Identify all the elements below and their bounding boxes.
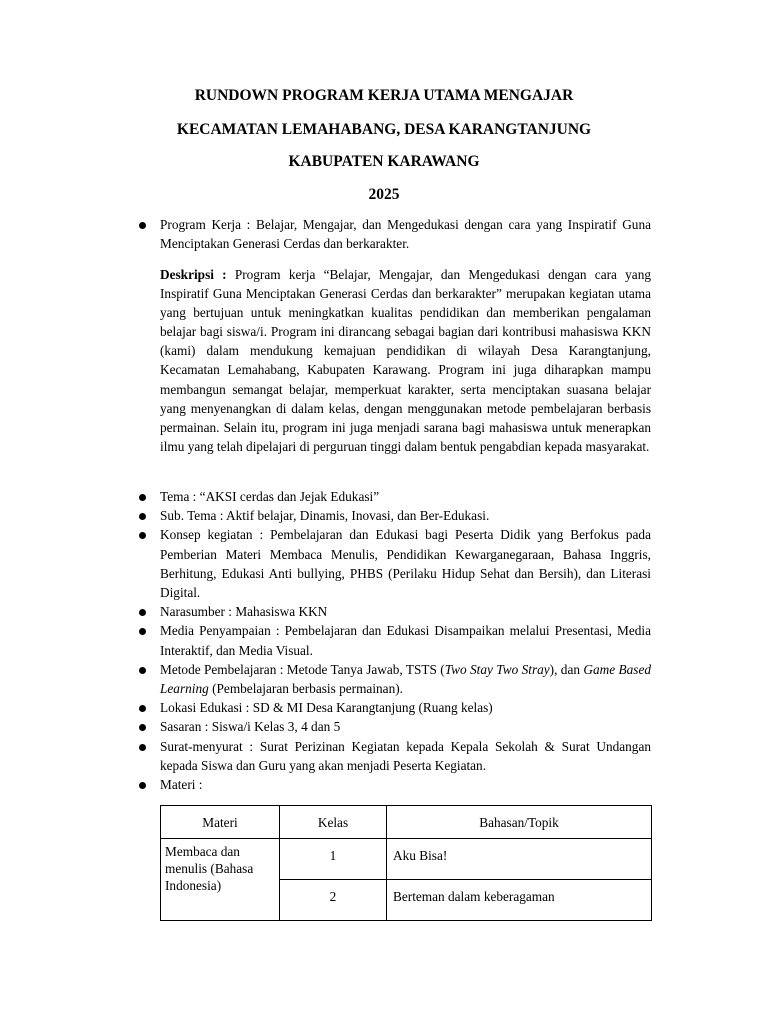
- list-item-konsep: [139, 525, 651, 602]
- bullet-icon: [139, 494, 146, 501]
- list-item-media: [139, 621, 651, 659]
- metode-suffix: (Pembelajaran berbasis permainan).: [208, 681, 403, 697]
- header-materi: Materi: [161, 806, 280, 839]
- bullet-icon: [139, 744, 146, 751]
- list-item-surat: [139, 737, 651, 775]
- title-year: 2025: [368, 186, 400, 203]
- title-line-1: RUNDOWN PROGRAM KERJA UTAMA MENGAJAR: [194, 87, 574, 104]
- metode-gbl: Game Based Learning: [160, 661, 651, 697]
- list-item-lokasi: [139, 698, 651, 717]
- sasaran-text: Sasaran : Siswa/i Kelas 3, 4 dan 5: [160, 719, 341, 735]
- deskripsi-label: Deskripsi :: [160, 267, 227, 282]
- narasumber-text: Narasumber : Mahasiswa KKN: [160, 604, 328, 620]
- bullet-icon: [139, 705, 146, 712]
- program-kerja-text: Program Kerja : Belajar, Mengajar, dan Mengedukasi dengan cara yang Inspiratif Guna Menciptakan Generasi Cerdas dan berkarakter.: [160, 217, 651, 251]
- title-line-3: KABUPATEN KARAWANG: [288, 153, 480, 170]
- bullet-icon: [139, 222, 146, 229]
- table-row: [161, 839, 652, 880]
- sub-tema-text: Sub. Tema : Aktif belajar, Dinamis, Inovasi, dan Ber-Edukasi.: [160, 508, 490, 524]
- title-line-2: KECAMATAN LEMAHABANG, DESA KARANGTANJUNG: [176, 121, 592, 138]
- bullet-icon: [139, 782, 146, 789]
- media-text: Media Penyampaian : Pembelajaran dan Edukasi Disampaikan melalui Presentasi, Media Interaktif, dan Media Visual.: [160, 623, 651, 658]
- list-item-sasaran: [139, 717, 651, 736]
- detail-list: [139, 487, 651, 794]
- bullet-icon: [139, 532, 146, 539]
- list-item-sub-tema: [139, 506, 651, 525]
- list-item-program-kerja: [139, 215, 651, 253]
- bullet-icon: [139, 628, 146, 635]
- surat-text: Surat-menyurat : Surat Perizinan Kegiatan kepada Kepala Sekolah & Surat Undangan kepada Siswa dan Guru yang akan menjadi Peserta Kegiatan.: [160, 738, 651, 773]
- list-item-tema: [139, 487, 651, 506]
- metode-prefix: Metode Pembelajaran : Metode Tanya Jawab, TSTS (: [160, 661, 445, 677]
- deskripsi-text: Program kerja “Belajar, Mengajar, dan Mengedukasi dengan cara yang Inspiratif Guna Menciptakan Generasi Cerdas dan berkarakter” merupakan kegiatan utama yang bertujuan untuk meningkatkan kualitas pendidikan dan memberikan pengalaman belajar bagi siswa/i. Program ini dirancang sebagai bagian dari kontribusi mahasiswa KKN (kami) dalam mendukung kemajuan pendidikan di wilayah Desa Karangtanjung, Kecamatan Lemahabang, Kabupaten Karawang. Program ini juga diharapkan mampu membangun semangat belajar, memperkuat karakter, serta menciptakan suasana belajar yang menyenangkan di dalam kelas, dengan menggunakan metode pembelajaran berbasis permainan. Selain itu, program ini juga menjadi sarana bagi mahasiswa untuk menerapkan ilmu yang telah dipelajari di perguruan tinggi dalam bentuk pengabdian kepada masyarakat.: [160, 267, 652, 454]
- lokasi-text: Lokasi Edukasi : SD & MI Desa Karangtanjung (Ruang kelas): [160, 700, 493, 716]
- metode-mid: ), dan: [549, 661, 584, 677]
- materi-text: Materi :: [160, 777, 203, 793]
- table-header-row: [161, 806, 652, 839]
- bullet-icon: [139, 724, 146, 731]
- topik-cell: Aku Bisa!: [387, 839, 652, 880]
- program-list: [139, 215, 651, 253]
- header-kelas: Kelas: [280, 806, 387, 839]
- kelas-cell: 2: [280, 880, 387, 921]
- konsep-text: Konsep kegiatan : Pembelajaran dan Edukasi bagi Peserta Didik yang Berfokus pada Pemberian Materi Membaca Menulis, Pendidikan Kewarganegaraan, Bahasa Inggris, Berhitung, Edukasi Anti bullying, PHBS (Perilaku Hidup Sehat dan Bersih), dan Literasi Digital.: [160, 527, 651, 601]
- bullet-icon: [139, 513, 146, 520]
- header-topik: Bahasan/Topik: [387, 806, 652, 839]
- topik-cell: Berteman dalam keberagaman: [387, 880, 652, 921]
- list-item-metode: [139, 660, 651, 698]
- tema-text: Tema : “AKSI cerdas dan Jejak Edukasi”: [160, 489, 380, 504]
- deskripsi-paragraph: [160, 265, 651, 456]
- kelas-cell: 1: [280, 839, 387, 880]
- subject-cell: Membaca dan menulis (Bahasa Indonesia): [161, 839, 280, 921]
- materi-table: [160, 805, 652, 921]
- metode-tsts: Two Stay Two Stray: [444, 661, 550, 677]
- bullet-icon: [139, 609, 146, 616]
- list-item-narasumber: [139, 602, 651, 621]
- bullet-icon: [139, 667, 146, 674]
- list-item-materi: [139, 775, 651, 794]
